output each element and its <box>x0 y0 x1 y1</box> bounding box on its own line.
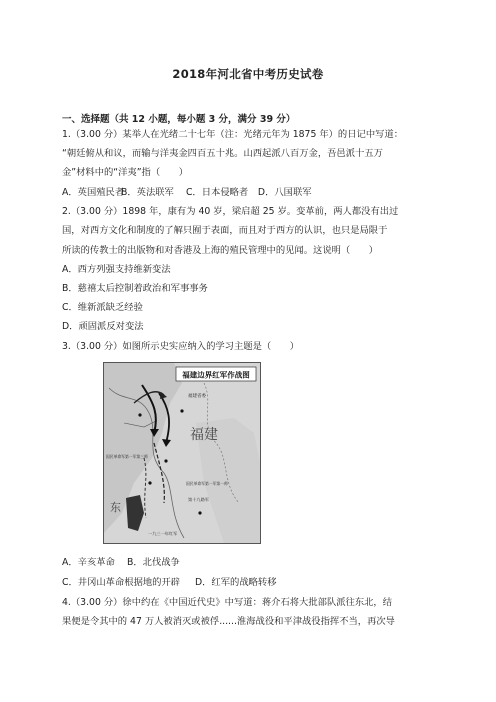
q1-line-2: “朝廷俯从和议，而输与洋夷金四百五十兆。山西起派八百万金，吾邑派十五万 <box>62 148 383 159</box>
q1-line-3: 金”材料中的“洋夷”指（ ） <box>62 167 189 178</box>
q2-option-d[interactable]: D．顽固派反对变法 <box>62 321 144 332</box>
q3-options-row-2 <box>62 576 277 589</box>
map-label-provincial-committee: 福建省委 <box>188 394 206 399</box>
historical-map <box>103 362 261 544</box>
q3-line-1: 3.（3.00 分）如图所示史实应纳入的学习主题是（ ） <box>62 341 300 352</box>
map-label-third-division: 国民革命军第一军第三师 <box>106 454 148 459</box>
map-label-red-army: 一九三一年红军 <box>148 531 178 536</box>
q3-options-row-1 <box>62 556 180 569</box>
exam-title: 2018年河北省中考历史试卷 <box>172 67 324 81</box>
q4-line-2: 果便是令其中的 47 万人被消灭或被俘......淮海战役和平津战役指挥不当，再次导 <box>62 616 395 627</box>
q3-option-a[interactable]: A．辛亥革命 <box>62 557 115 568</box>
q1-option-a[interactable]: A．英国殖民者 <box>62 187 125 198</box>
q3-option-b[interactable]: B．北伐战争 <box>126 557 180 568</box>
q1-option-c[interactable]: C．日本侵略者 <box>185 187 249 198</box>
map-graphic <box>104 363 260 543</box>
q2-line-3: 所读的传教士的出版物和对香港及上海的殖民管理中的见闻。这说明（ ） <box>62 245 379 256</box>
section-heading: 一、选择题（共 12 小题，每小题 3 分，满分 39 分） <box>62 114 296 125</box>
q1-option-b[interactable]: B．英法联军 <box>120 187 174 198</box>
q2-option-b[interactable]: B．慈禧太后控制着政治和军事事务 <box>62 283 208 294</box>
map-label-first-division: 国民革命军第一军第一师 <box>186 481 228 486</box>
q3-option-d[interactable]: D．红军的战略转移 <box>194 577 277 588</box>
q1-option-d[interactable]: D．八国联军 <box>257 187 312 198</box>
q2-line-2: 国，对西方文化和制度的了解只囿于表面，而且对于西方的认识，也只是局限于 <box>62 225 388 236</box>
map-title: 福建边界红军作战图 <box>182 370 250 380</box>
q2-option-c[interactable]: C．维新派缺乏经验 <box>62 302 143 313</box>
map-label-fujian: 福建 <box>190 427 218 443</box>
q2-option-a[interactable]: A．西方列强支持维新变法 <box>62 264 171 275</box>
q3-option-c[interactable]: C．井冈山革命根据地的开辟 <box>62 577 181 588</box>
q1-options <box>62 186 312 199</box>
q2-line-1: 2.（3.00 分）1898 年，康有为 40 岁，梁启超 25 岁。变革前，两人都没有出过 <box>62 206 399 217</box>
q1-line-1: 1.（3.00 分）某举人在光绪二十七年（注：光绪元年为 1875 年）的日记中写道： <box>62 129 404 140</box>
q4-line-1: 4.（3.00 分）徐中约在《中国近代史》中写道：蒋介石将大批部队派往东北，结 <box>62 597 393 608</box>
map-label-19th-army: 第十九路军 <box>188 497 209 502</box>
map-label-east: 东 <box>110 501 121 514</box>
